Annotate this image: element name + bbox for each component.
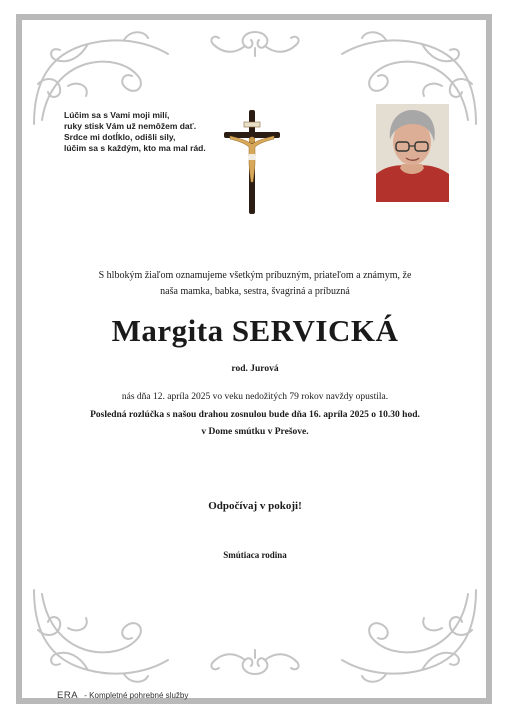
top-center-ornament bbox=[205, 26, 305, 60]
poem-line: lúčim sa s každým, kto ma mal rád. bbox=[64, 143, 206, 153]
funeral-line: Posledná rozlúčka s našou drahou zosnulou bude dňa 16. apríla 2025 o 10.30 hod. bbox=[90, 410, 420, 420]
bottom-center-ornament bbox=[205, 646, 305, 680]
poem-line: Lúčim sa s Vami moji milí, bbox=[64, 110, 170, 120]
intro-line: S hlbokým žiaľom oznamujeme všetkým príbuzným, priateľom a známym, že bbox=[98, 270, 412, 281]
portrait-photo bbox=[376, 104, 449, 202]
funeral-details bbox=[40, 407, 470, 441]
portrait-image bbox=[376, 104, 449, 202]
signature-text: Smútiaca rodina bbox=[223, 550, 287, 560]
farewell-text: Odpočívaj v pokoji! bbox=[208, 500, 302, 512]
footer-brand: ERA bbox=[57, 690, 79, 701]
footer-text: - Kompletné pohrebné služby bbox=[84, 691, 189, 700]
announcement-intro bbox=[40, 268, 470, 300]
death-notice: nás dňa 12. apríla 2025 vo veku nedožitých 79 rokov navždy opustila. bbox=[121, 392, 389, 402]
deceased-name: Margita SERVICKÁ bbox=[111, 313, 399, 348]
funeral-line: v Dome smútku v Prešove. bbox=[201, 427, 309, 437]
crucifix-icon bbox=[222, 110, 282, 214]
intro-line: naša mamka, babka, sestra, švagriná a príbuzná bbox=[160, 286, 350, 297]
maiden-name: rod. Jurová bbox=[231, 364, 279, 374]
poem-line: Srdce mi dotĺklo, odišli sily, bbox=[64, 132, 176, 142]
footer bbox=[57, 690, 188, 701]
bottom-left-corner-ornament bbox=[28, 580, 178, 690]
poem-line: ruky stisk Vám už nemôžem dať. bbox=[64, 121, 197, 131]
bottom-right-corner-ornament bbox=[332, 580, 482, 690]
